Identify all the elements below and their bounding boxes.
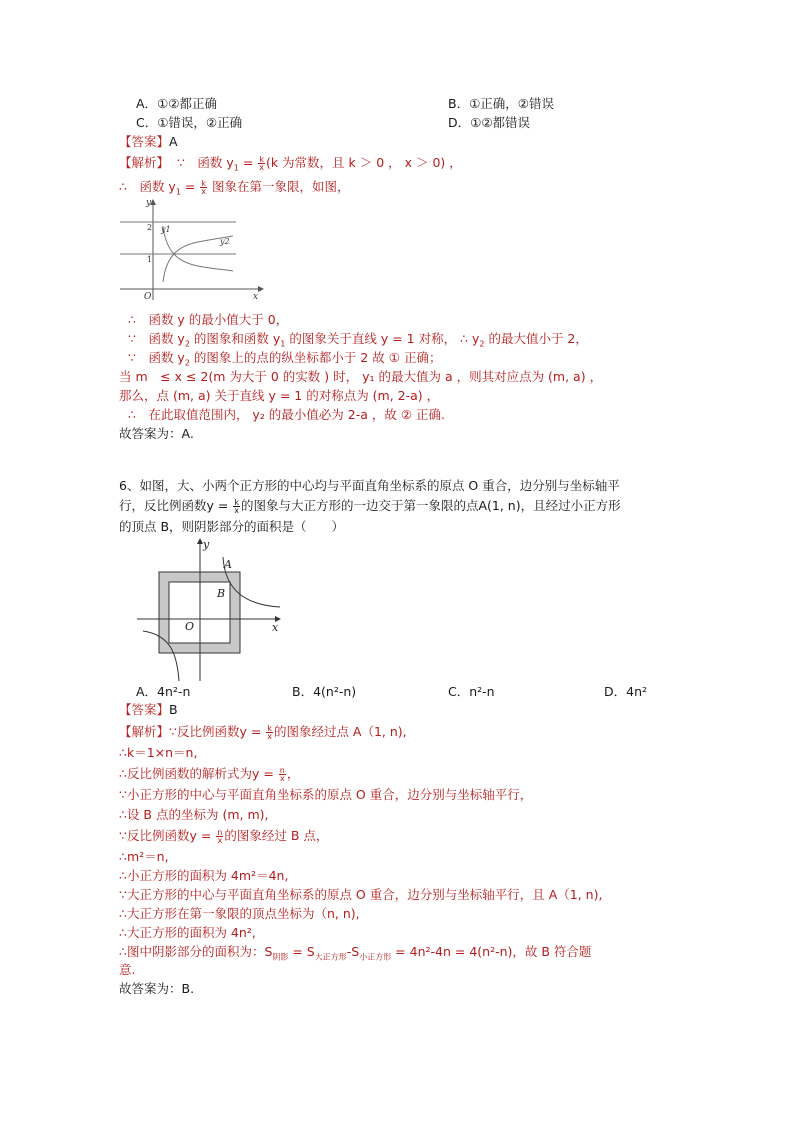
question-6-line-2 — [119, 498, 621, 514]
analysis-line-7: 那么，点 (m, a) 关于直线 y = 1 的对称点为 (m, 2-a) ， — [119, 388, 440, 403]
option-d: D．4n² — [604, 684, 648, 699]
solution-line-1 — [119, 724, 407, 740]
text: (k 为常数，且 k ＞ 0 ， x ＞ 0) ， — [265, 155, 462, 170]
function-graph-q5 — [118, 196, 268, 304]
text: ∵反比例函数y = — [119, 828, 216, 843]
option-c: C．①错误，②正确 — [136, 115, 243, 130]
option-d: D．①②都错误 — [448, 115, 531, 130]
subscript: 2 — [184, 358, 190, 368]
analysis-tag: 【解析】 — [119, 155, 170, 170]
solution-line-3 — [119, 766, 299, 782]
text: 图象在第一象限，如图， — [207, 179, 350, 194]
tick-label-2: 2 — [147, 223, 153, 232]
numerator: n — [217, 828, 223, 837]
text: ∴图中阴影部分的面积为：S — [119, 944, 273, 959]
solution-line-2: ∴k＝1×n＝n, — [119, 745, 198, 760]
subscript: 1 — [233, 163, 239, 173]
solution-line-13: 意. — [119, 962, 136, 977]
analysis-line-6: 当 m ≤ x ≤ 2(m 为大于 0 的实数 ) 时， y₁ 的最大值为 a ，则其对应点为 (m, a) ， — [119, 369, 603, 384]
origin-label: O — [185, 620, 195, 633]
numerator: n — [279, 766, 285, 775]
text: 的图象与大正方形的一边交于第一象限的点A(1, n)，且经过小正方形 — [240, 498, 621, 513]
text: 的图象经过 B 点， — [224, 828, 329, 843]
text: 行，反比例函数y = — [119, 498, 233, 513]
solution-line-10: ∴大正方形在第一象限的顶点坐标为（n, n), — [119, 906, 360, 921]
analysis-tag: 【解析】 — [119, 724, 170, 739]
analysis-line-1 — [119, 155, 462, 177]
text: = S — [288, 944, 315, 959]
text: ∴ 函数 y — [119, 179, 176, 194]
solution-line-6 — [119, 828, 328, 844]
x-axis-arrow — [258, 286, 264, 292]
numerator: k — [267, 724, 272, 733]
answer-tag: 【答案】 — [119, 702, 170, 717]
text: = — [180, 179, 200, 194]
x-axis-label: x — [253, 292, 259, 302]
fraction — [279, 767, 286, 782]
subscript: 1 — [175, 187, 181, 197]
text: = — [238, 155, 258, 170]
text: ∵ 函数 y — [128, 350, 185, 365]
analysis-line-8: ∴ 在此取值范围内， y₂ 的最小值必为 2-a ，故 ② 正确. — [128, 407, 446, 422]
denominator: x — [259, 163, 264, 172]
label-y1: y1 — [161, 225, 171, 234]
option-a: A．①②都正确 — [136, 96, 217, 111]
y-axis-label: y — [146, 198, 152, 208]
answer-value: A — [169, 134, 178, 149]
answer-line — [119, 134, 178, 150]
origin-label: O — [144, 292, 152, 302]
solution-line-8: ∴小正方形的面积为 4m²＝4n, — [119, 868, 289, 883]
solution-line-5: ∴设 B 点的坐标为 (m, m), — [119, 807, 269, 822]
text: ， — [286, 766, 300, 781]
subscript: 2 — [184, 339, 190, 349]
answer-value: B — [169, 702, 178, 717]
solution-line-11: ∴大正方形的面积为 4n², — [119, 925, 256, 940]
solution-line-7: ∴m²＝n, — [119, 849, 169, 864]
text: 的图象和函数 y — [189, 331, 281, 346]
text: = 4n²-4n = 4(n²-n)，故 B 符合题 — [391, 944, 592, 959]
fraction — [200, 180, 207, 195]
question-6-line-1: 6、如图，大、小两个正方形的中心均与平面直角坐标系的原点 O 重合，边分别与坐标轴平 — [119, 478, 620, 493]
text: 的最大值小于 2， — [484, 331, 588, 346]
denominator: x — [267, 732, 272, 741]
solution-line-9: ∵大正方形的中心与平面直角坐标系的原点 O 重合，边分别与坐标轴平行，且 A（1, n), — [119, 887, 603, 902]
final-answer-q6: 故答案为：B. — [119, 981, 195, 996]
squares-figure — [135, 535, 285, 683]
denominator: x — [217, 836, 223, 845]
text: ∵ 函数 y — [176, 155, 234, 170]
denominator: x — [234, 506, 240, 515]
subscript: 小正方形 — [359, 952, 392, 962]
option-b: B．4(n²-n) — [292, 684, 357, 699]
answer-tag: 【答案】 — [119, 134, 170, 149]
subscript: 阴影 — [272, 952, 289, 962]
subscript: 2 — [479, 339, 485, 349]
fraction — [258, 156, 265, 171]
fraction — [216, 829, 223, 844]
point-b-label: B — [217, 587, 226, 600]
answer-line — [119, 702, 178, 718]
y-axis-label: y — [203, 538, 210, 551]
numerator: k — [259, 155, 264, 164]
final-answer-q5: 故答案为：A. — [119, 426, 194, 441]
tick-label-1: 1 — [147, 255, 153, 264]
fraction — [233, 499, 240, 514]
x-axis-label: x — [272, 621, 279, 634]
subscript: 大正方形 — [314, 952, 347, 962]
fraction — [266, 725, 273, 740]
text: ∴反比例函数的解析式为y = — [119, 766, 278, 781]
text: 的图象关于直线 y = 1 对称， ∴ y — [285, 331, 480, 346]
denominator: x — [201, 187, 207, 196]
option-b: B．①正确，②错误 — [448, 96, 554, 111]
solution-line-12 — [119, 944, 591, 966]
analysis-line-3: ∴ 函数 y 的最小值大于 0， — [128, 312, 289, 327]
label-y2: y2 — [220, 237, 230, 246]
curve-y2 — [163, 226, 233, 271]
point-a-label: A — [224, 558, 232, 571]
text: ∵ 函数 y — [128, 331, 185, 346]
text: 的图象上的点的纵坐标都小于 2 故 ① 正确； — [189, 350, 442, 365]
subscript: 1 — [280, 339, 286, 349]
option-a: A．4n²-n — [136, 684, 191, 699]
text: ∵反比例函数y = — [169, 724, 266, 739]
text: 的图象经过点 A（1, n), — [273, 724, 407, 739]
denominator: x — [279, 774, 285, 783]
numerator: k — [201, 179, 206, 188]
text: -S — [346, 944, 360, 959]
solution-line-4: ∵小正方形的中心与平面直角坐标系的原点 O 重合，边分别与坐标轴平行， — [119, 787, 533, 802]
option-c: C．n²-n — [448, 684, 495, 699]
question-6-line-3: 的顶点 B，则阴影部分的面积是（ ） — [119, 519, 345, 534]
numerator: k — [234, 498, 239, 507]
